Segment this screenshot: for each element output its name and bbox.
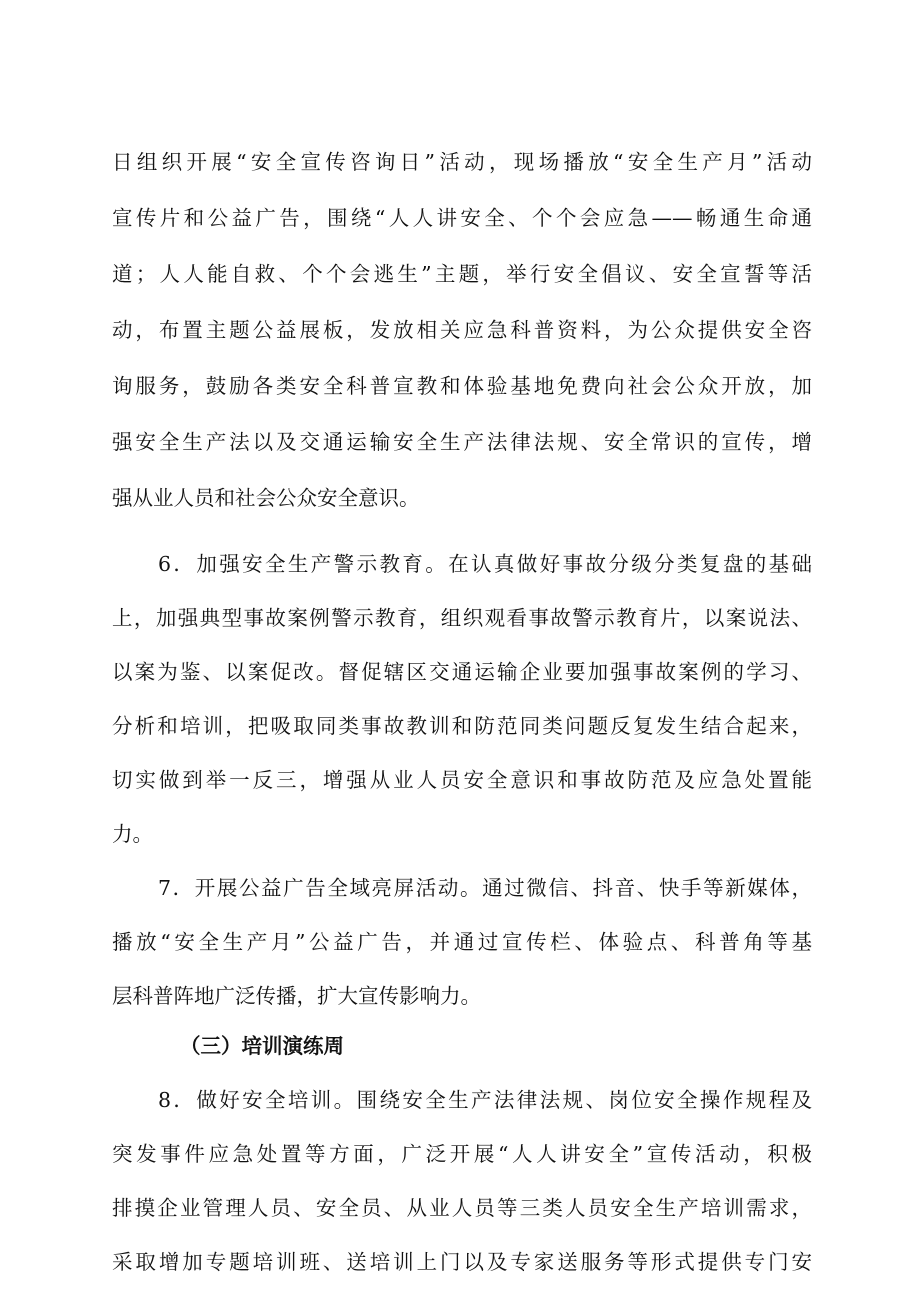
- paragraph-1-line-1: 日组织开展“安全宣传咨询日”活动，现场播放“安全生产月”活动: [112, 150, 812, 174]
- paragraph-6-line-6: 力。: [112, 822, 153, 846]
- paragraph-8-line-1: 8．做好安全培训。围绕安全生产法律法规、岗位安全操作规程及: [158, 1088, 812, 1112]
- paragraph-1-line-2: 宣传片和公益广告，围绕“人人讲安全、个个会应急——畅通生命通: [112, 206, 812, 230]
- paragraph-6-line-4: 分析和培训，把吸取同类事故教训和防范同类问题反复发生结合起来，: [112, 714, 812, 738]
- paragraph-1-line-3: 道；人人能自救、个个会逃生”主题，举行安全倡议、安全宣誓等活: [112, 262, 812, 286]
- section-heading-training-week: （三）培训演练周: [180, 1034, 344, 1058]
- paragraph-8-line-3: 排摸企业管理人员、安全员、从业人员等三类人员安全生产培训需求，: [112, 1196, 812, 1220]
- paragraph-8-line-4: 采取增加专题培训班、送培训上门以及专家送服务等形式提供专门安: [112, 1250, 812, 1274]
- paragraph-6-line-5: 切实做到举一反三，增强从业人员安全意识和事故防范及应急处置能: [112, 768, 812, 792]
- paragraph-1-line-4: 动，布置主题公益展板，发放相关应急科普资料，为公众提供安全咨: [112, 318, 812, 342]
- paragraph-7-line-2: 播放“安全生产月”公益广告，并通过宣传栏、体验点、科普角等基: [112, 930, 812, 954]
- paragraph-8-line-2: 突发事件应急处置等方面，广泛开展“人人讲安全”宣传活动，积极: [112, 1142, 812, 1166]
- paragraph-7-line-1: 7．开展公益广告全域亮屏活动。通过微信、抖音、快手等新媒体，: [158, 876, 812, 900]
- paragraph-1-line-7: 强从业人员和社会公众安全意识。: [112, 486, 420, 510]
- paragraph-1-line-5: 询服务，鼓励各类安全科普宣教和体验基地免费向社会公众开放，加: [112, 374, 812, 398]
- paragraph-7-line-3: 层科普阵地广泛传播，扩大宣传影响力。: [112, 984, 481, 1008]
- paragraph-6-line-1: 6．加强安全生产警示教育。在认真做好事故分级分类复盘的基础: [158, 552, 812, 576]
- paragraph-1-line-6: 强安全生产法以及交通运输安全生产法律法规、安全常识的宣传，增: [112, 430, 812, 454]
- paragraph-6-line-2: 上，加强典型事故案例警示教育，组织观看事故警示教育片，以案说法、: [112, 606, 812, 630]
- paragraph-6-line-3: 以案为鉴、以案促改。督促辖区交通运输企业要加强事故案例的学习、: [112, 660, 812, 684]
